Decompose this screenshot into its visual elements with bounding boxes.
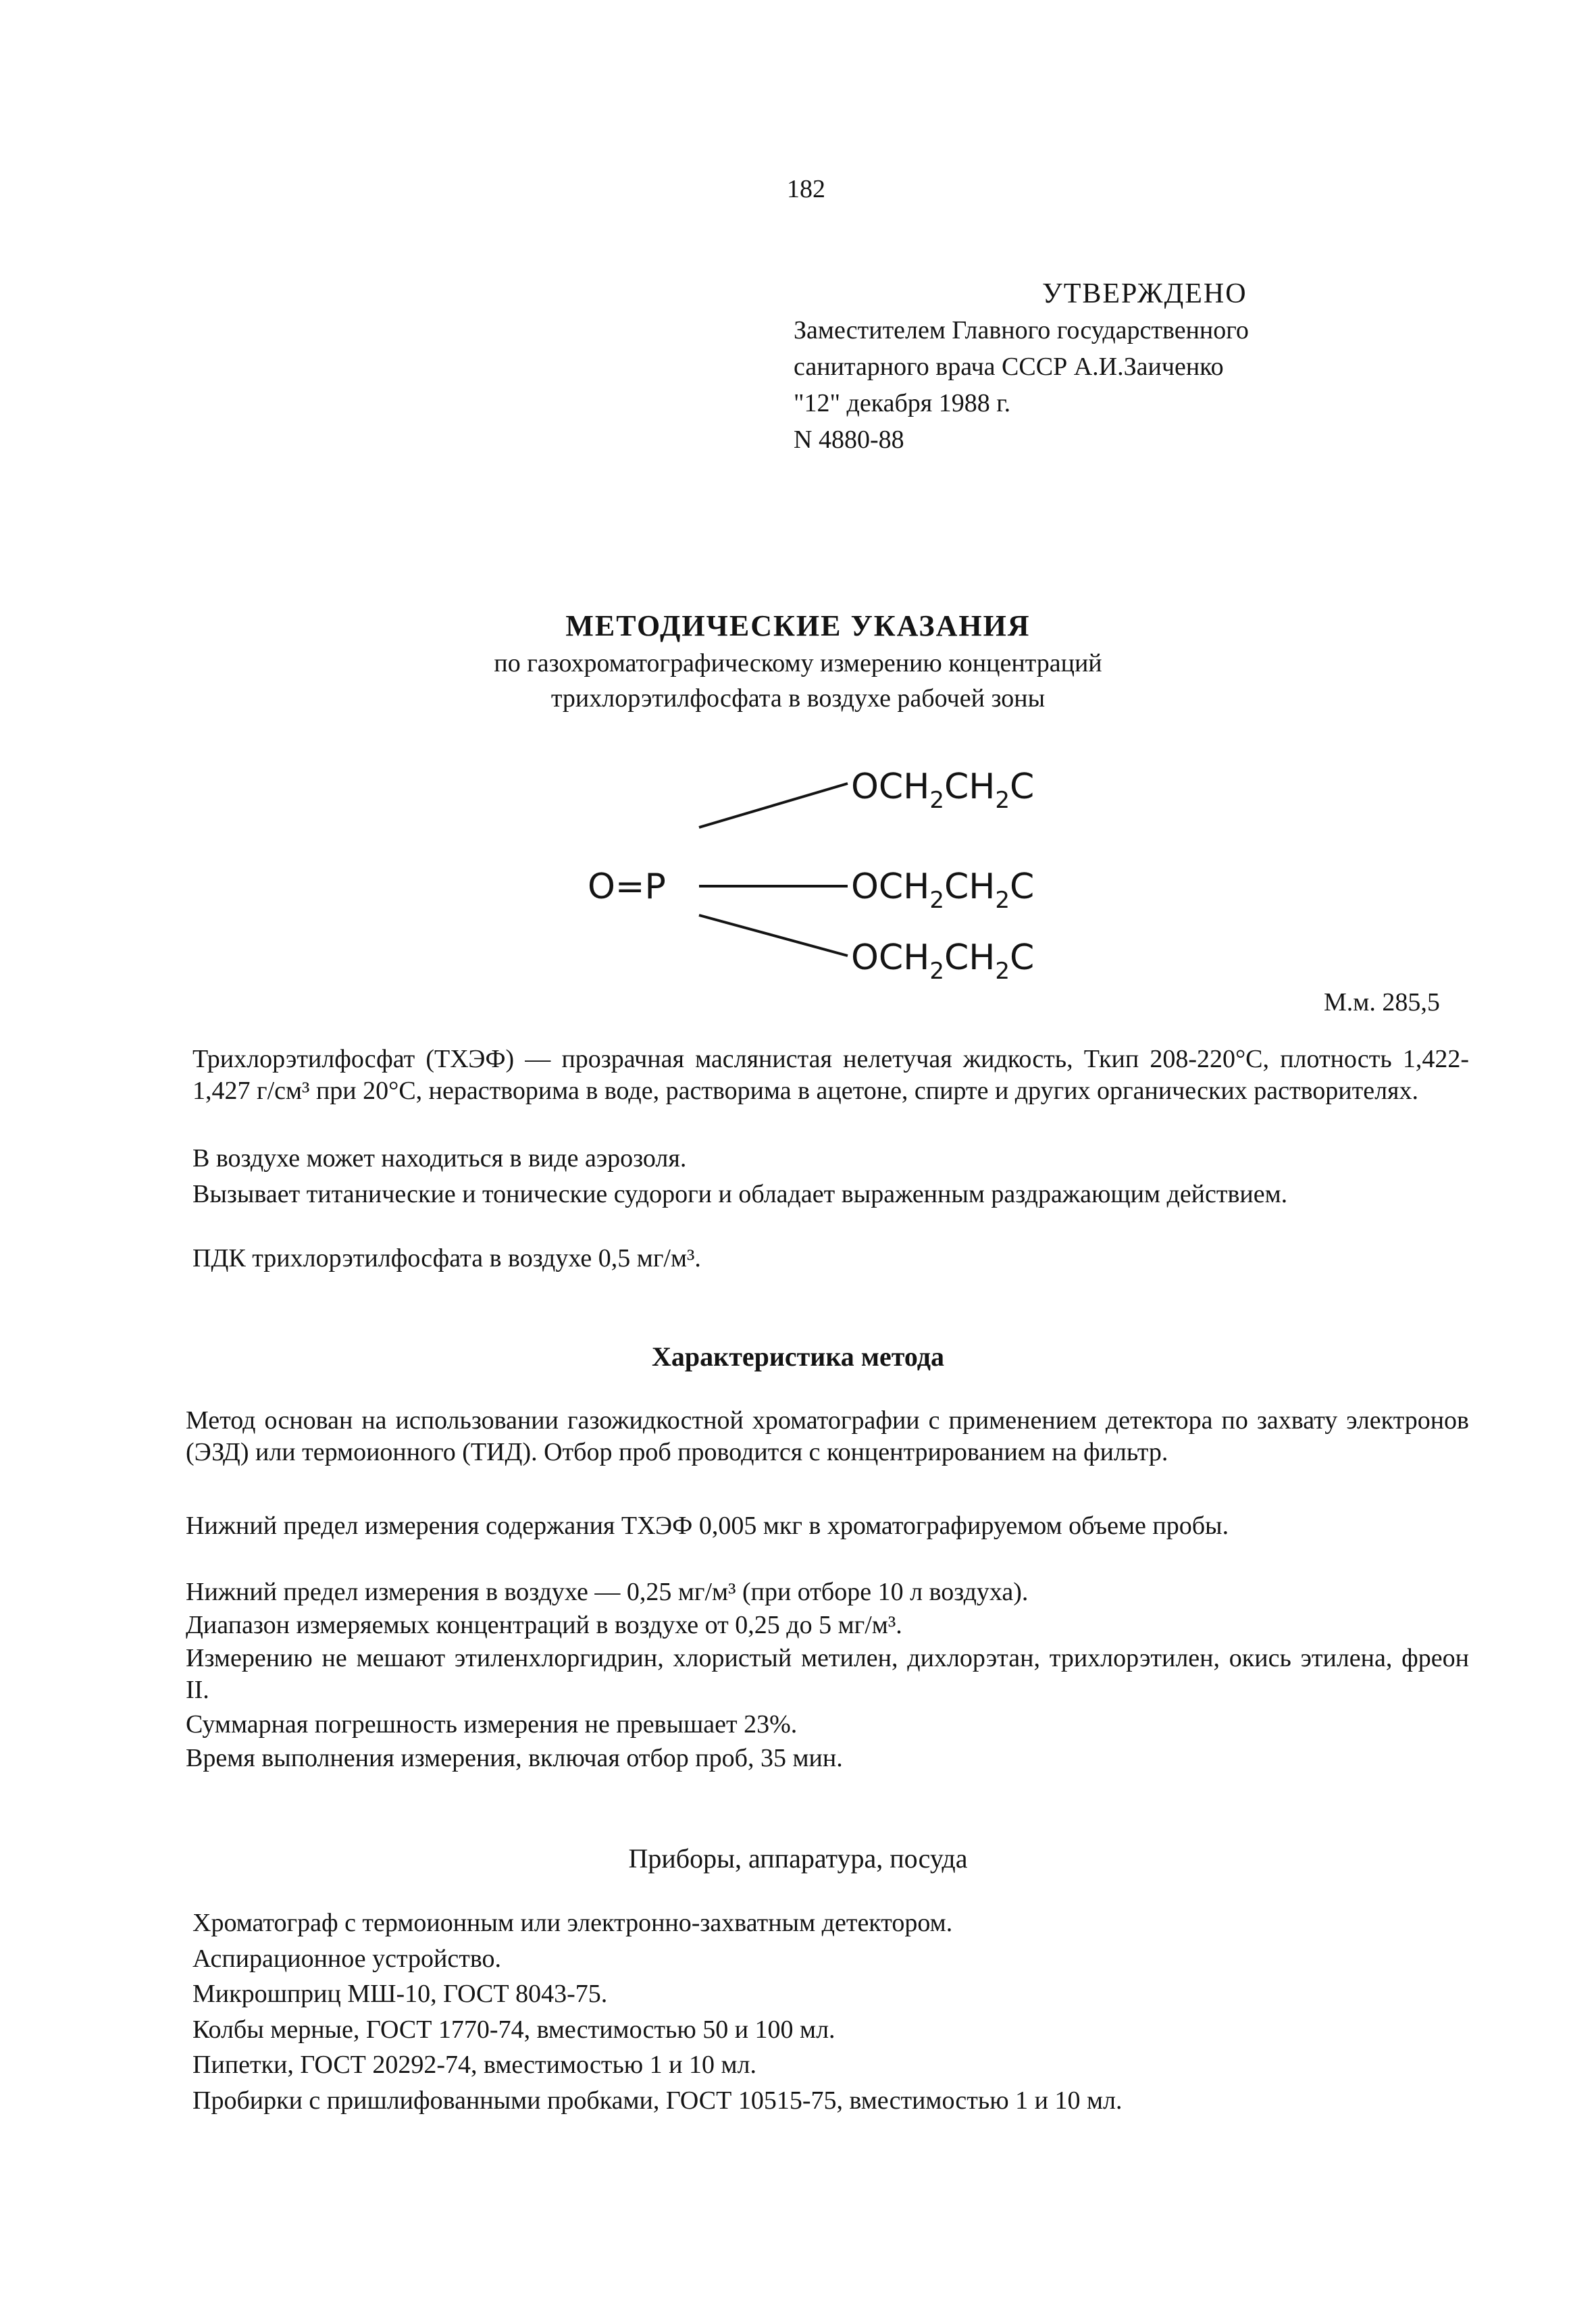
intro-paragraph: Трихлорэтилфосфат (ТХЭФ) — прозрачная маслянистая нелетучая жидкость, Ткип 208-220°С, плотность 1,422-1,427 г/см³ при 20°С, нерастворима в воде, растворима в ацетоне, спирте и других органических растворителях. <box>192 1045 1469 1105</box>
formula-group: $OCH_2CH_2C$ <box>851 937 1035 985</box>
document-title-main: МЕТОДИЧЕСКИЕ УКАЗАНИЯ <box>565 609 1031 642</box>
formula-core: O=P <box>588 867 666 907</box>
method-paragraph: Нижний предел измерения содержания ТХЭФ 0,005 мкг в хроматографируемом объеме пробы. <box>186 1512 1229 1540</box>
approval-title: УТВЕРЖДЕНО <box>1042 278 1247 309</box>
approval-date: "12" декабря 1988 г. <box>794 389 1011 417</box>
approval-number: N 4880-88 <box>794 426 904 454</box>
molecular-weight: М.м. 285,5 <box>1324 988 1440 1017</box>
document-title-sub: трихлорэтилфосфата в воздухе рабочей зоны <box>550 684 1046 713</box>
method-paragraph: Метод основан на использовании газожидкостной хроматографии с применением детектора по захвату электронов (ЭЗД) или термоионного (ТИД). Отбор проб проводится с концентрированием на фильтр. <box>186 1406 1469 1466</box>
document-title <box>0 607 1596 716</box>
equipment-item: Хроматограф с термоионным или электронно-захватным детектором. <box>192 1909 953 1937</box>
formula-group: $OCH_2CH_2C$ <box>851 767 1035 814</box>
intro-paragraph: Вызывает титанические и тонические судороги и обладает выраженным раздражающим действием. <box>192 1180 1288 1208</box>
intro-paragraph: В воздухе может находиться в виде аэрозоля. <box>192 1144 687 1173</box>
bond-line <box>699 783 848 827</box>
equipment-item: Аспирационное устройство. <box>192 1945 502 1973</box>
method-paragraph: Нижний предел измерения в воздухе — 0,25 мг/м³ (при отборе 10 л воздуха). <box>186 1578 1029 1606</box>
approval-line: санитарного врача СССР А.И.Заиченко <box>794 353 1224 381</box>
method-paragraph: Время выполнения измерения, включая отбор проб, 35 мин. <box>186 1744 843 1772</box>
method-paragraph: Диапазон измеряемых концентраций в воздухе от 0,25 до 5 мг/м³. <box>186 1611 902 1639</box>
structural-formula <box>581 763 1094 986</box>
method-paragraph: Измерению не мешают этиленхлоргидрин, хлористый метилен, дихлорэтан, трихлорэтилен, окись этилена, фреон II. <box>186 1644 1469 1704</box>
intro-paragraph: ПДК трихлорэтилфосфата в воздухе 0,5 мг/м³. <box>192 1244 701 1272</box>
approval-line: Заместителем Главного государственного <box>794 316 1249 344</box>
bond-line <box>699 915 848 956</box>
equipment-item: Пробирки с пришлифованными пробками, ГОСТ 10515-75, вместимостью 1 и 10 мл. <box>192 2086 1123 2115</box>
equipment-item: Колбы мерные, ГОСТ 1770-74, вместимостью 50 и 100 мл. <box>192 2015 835 2044</box>
document-title-sub: по газохроматографическому измерению концентраций <box>494 649 1102 677</box>
section-heading-equipment: Приборы, аппаратура, посуда <box>628 1843 968 1874</box>
approval-block <box>794 276 1249 458</box>
formula-group: $OCH_2CH_2C$ <box>851 867 1035 914</box>
page-number: 182 <box>787 175 825 203</box>
equipment-item: Пипетки, ГОСТ 20292-74, вместимостью 1 и 10 мл. <box>192 2051 757 2079</box>
equipment-item: Микрошприц МШ-10, ГОСТ 8043-75. <box>192 1980 608 2008</box>
section-heading-method: Характеристика метода <box>652 1341 944 1372</box>
method-paragraph: Суммарная погрешность измерения не превышает 23%. <box>186 1710 798 1739</box>
